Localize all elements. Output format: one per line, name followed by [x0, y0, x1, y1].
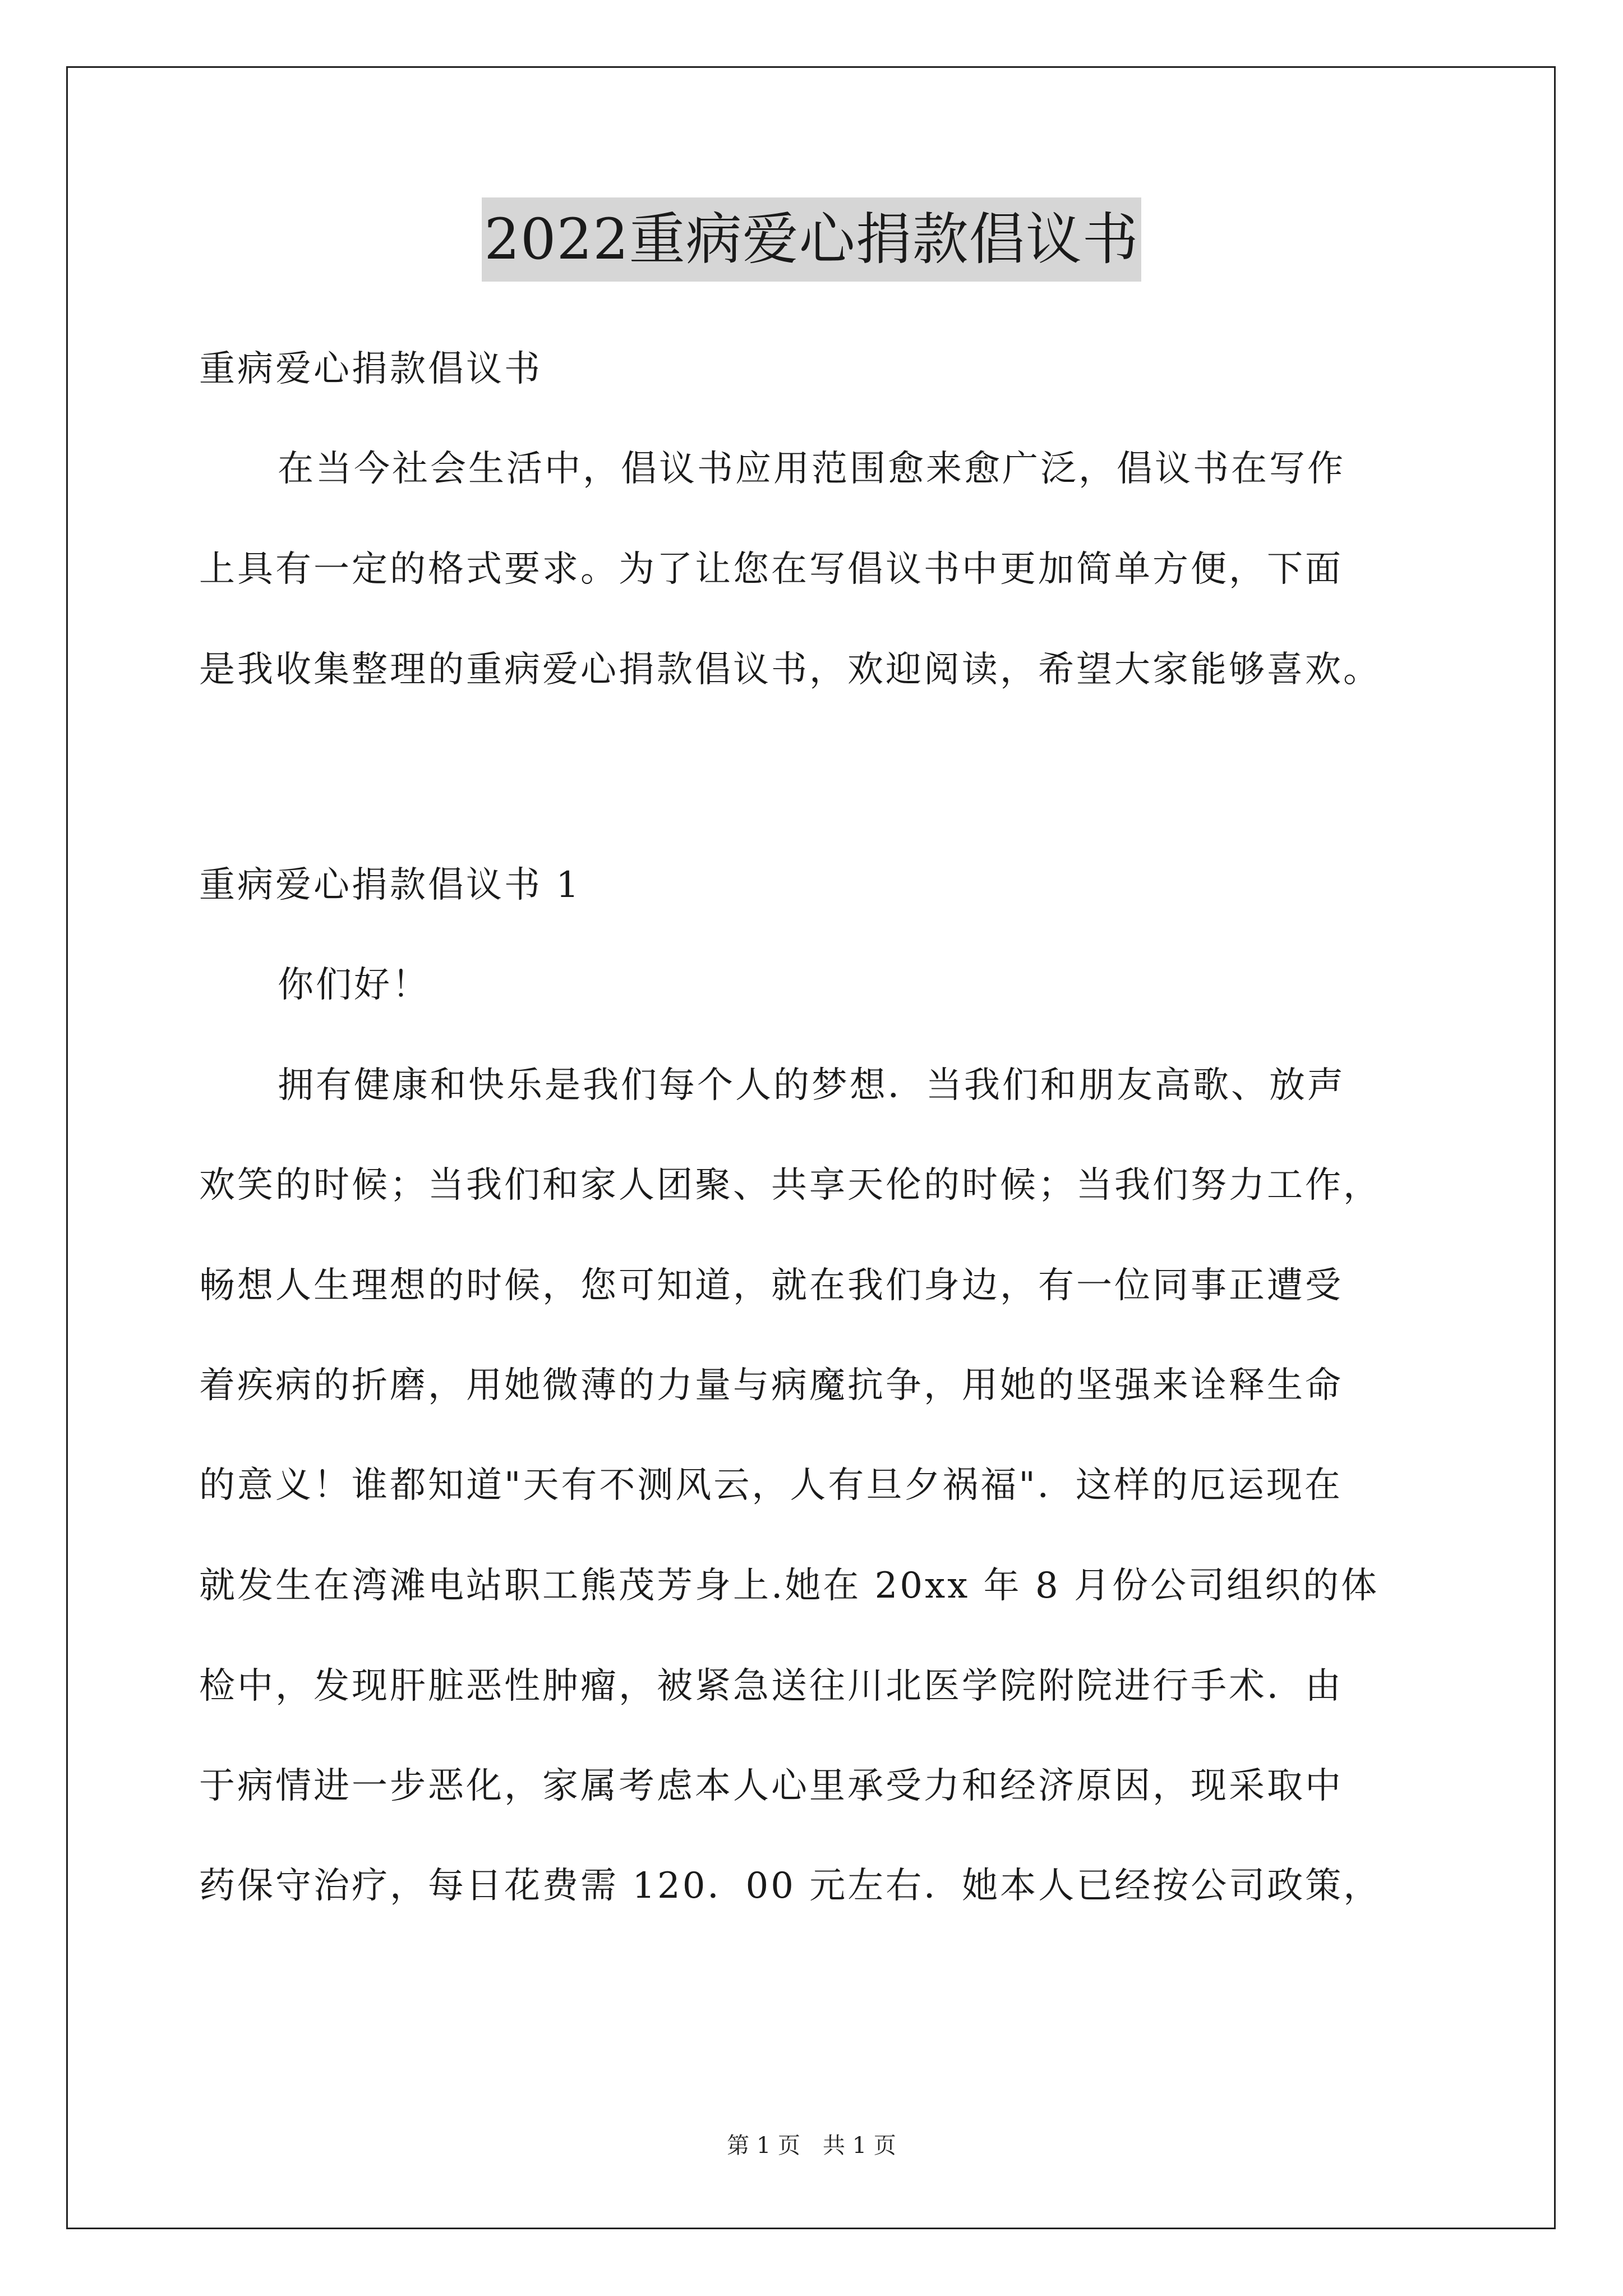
body-line: 欢笑的时候；当我们和家人团聚、共享天伦的时候；当我们努力工作，	[199, 1165, 1381, 1206]
body-line: 就发生在湾滩电站职工熊茂芳身上.她在 20xx 年 8 月份公司组织的体	[199, 1565, 1380, 1607]
section-heading: 重病爱心捐款倡议书 1	[199, 864, 582, 906]
intro-line: 是我收集整理的重病爱心捐款倡议书，欢迎阅读，希望大家能够喜欢。	[199, 649, 1381, 691]
page-footer: 第 1 页 共 1 页	[727, 2133, 896, 2159]
body-line: 检中，发现肝脏恶性肿瘤，被紧急送往川北医学院附院进行手术．由	[199, 1665, 1343, 1707]
document-title: 2022重病爱心捐款倡议书	[482, 197, 1141, 282]
body-line: 的意义！谁都知道"天有不测风云，人有旦夕祸福"．这样的厄运现在	[199, 1465, 1343, 1506]
intro-line: 上具有一定的格式要求。为了让您在写倡议书中更加简单方便，下面	[199, 549, 1343, 590]
intro-line: 在当今社会生活中，倡议书应用范围愈来愈广泛，倡议书在写作	[278, 448, 1345, 490]
body-line: 着疾病的折磨，用她微薄的力量与病魔抗争，用她的坚强来诠释生命	[199, 1365, 1343, 1406]
body-line: 拥有健康和快乐是我们每个人的梦想．当我们和朋友高歌、放声	[278, 1065, 1345, 1106]
body-line: 于病情进一步恶化，家属考虑本人心里承受力和经济原因，现采取中	[199, 1765, 1343, 1807]
body-line: 畅想人生理想的时候，您可知道，就在我们身边，有一位同事正遭受	[199, 1265, 1343, 1306]
subtitle: 重病爱心捐款倡议书	[199, 348, 542, 390]
greeting: 你们好！	[278, 964, 430, 1006]
title-container	[0, 197, 1623, 282]
body-line: 药保守治疗，每日花费需 120．00 元左右．她本人已经按公司政策，	[199, 1865, 1382, 1907]
